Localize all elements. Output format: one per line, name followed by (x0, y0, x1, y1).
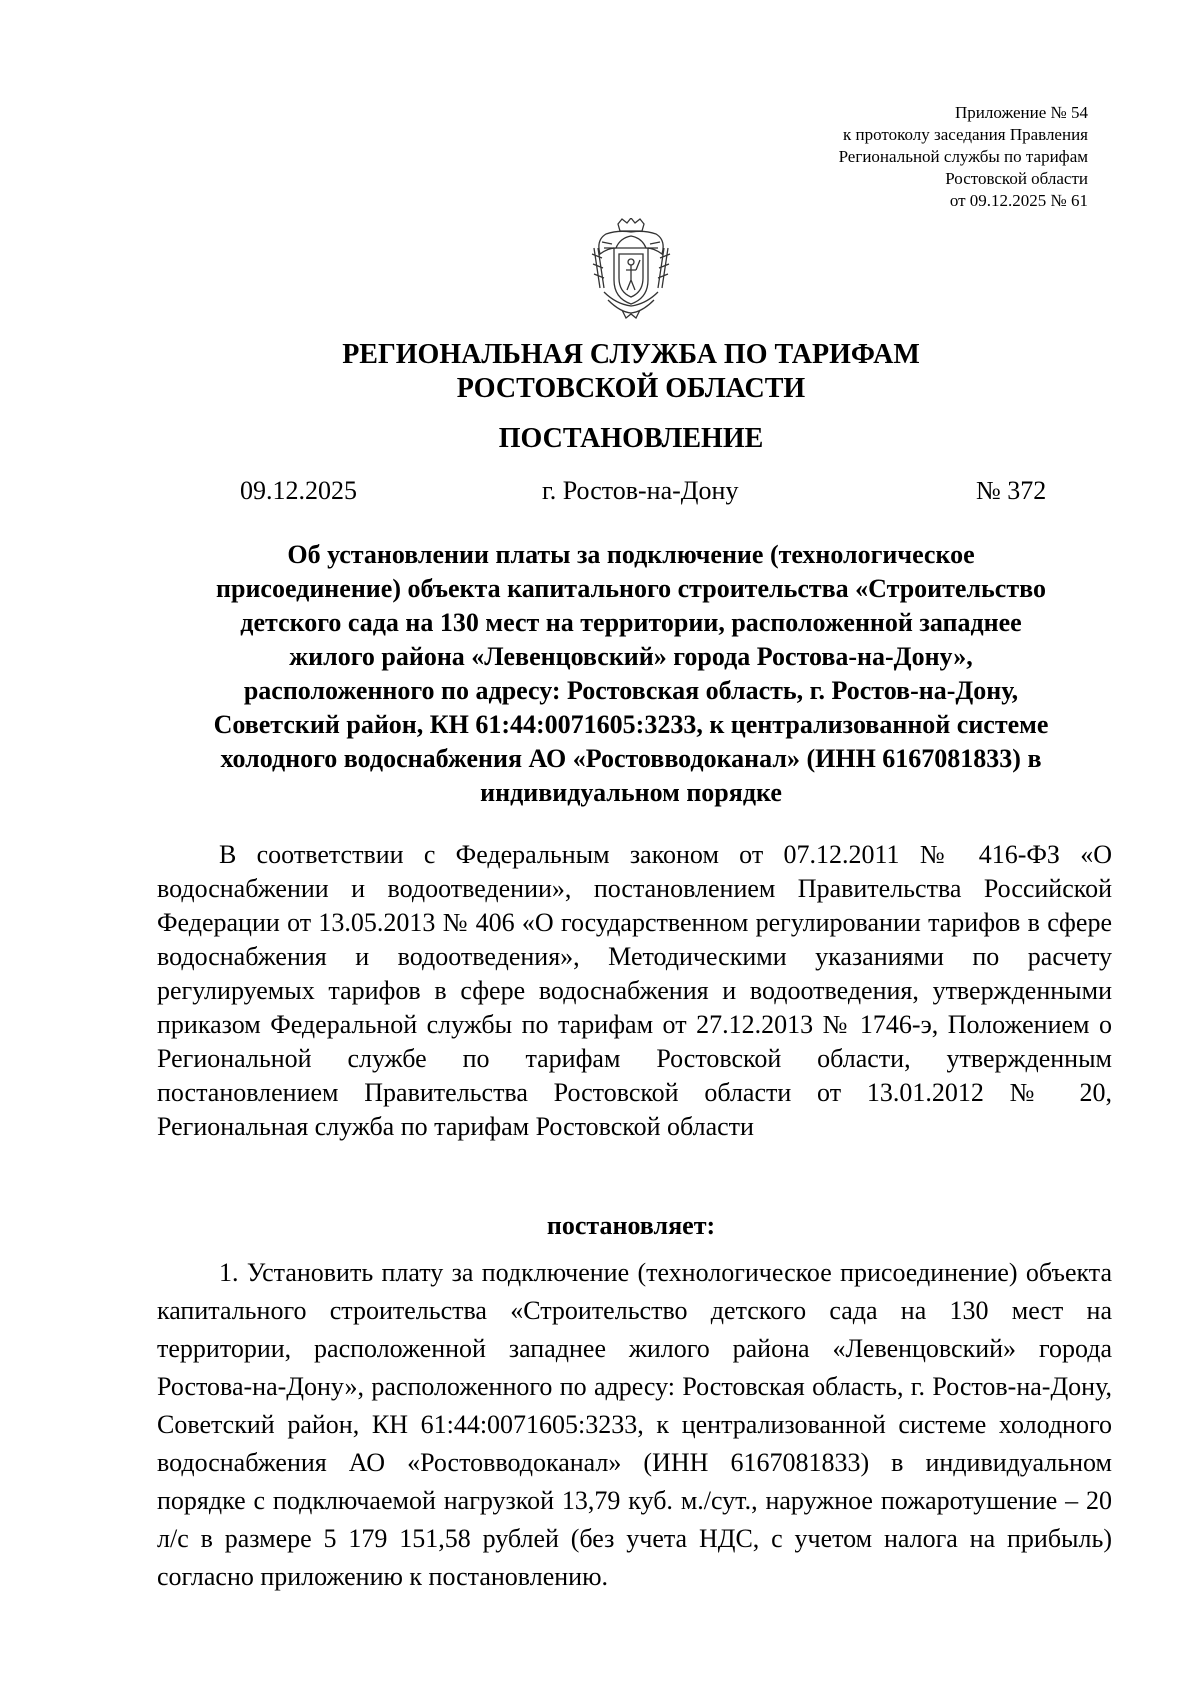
document-number: № 372 (976, 476, 1047, 505)
decision-item-1: 1. Установить плату за подключение (технологическое присоединение) объекта капитального строительства «Строительство детского сада на 130 мест на территории, расположенной западнее жилого района «Левенцовский» города Ростова-на-Дону», расположенного по адресу: Ростовская область, г. Ростов-на-Дону, Советский район, КН 61:44:0071605:3233, к централизованной системе холодного водоснабжения АО «Ростовводоканал» (ИНН 6167081833) в индивидуальном порядке с подключаемой нагрузкой 13,79 куб. м./сут., наружное пожаротушение – 20 л/с в размере 5 179 151,58 рублей (без учета НДС, с учетом налога на прибыль) согласно приложению к постановлению. (157, 1258, 1112, 1591)
attachment-line: к протоколу заседания Правления (843, 125, 1088, 144)
attachment-line: Приложение № 54 (955, 103, 1088, 122)
subject-line: присоединение) объекта капитального строительства «Строительство (216, 574, 1046, 603)
preamble-paragraph: В соответствии с Федеральным законом от 07.12.2011 № 416-ФЗ «О водоснабжении и водоотведении», постановлением Правительства Российской Федерации от 13.05.2013 № 406 «О государственном регулировании тарифов в сфере водоснабжения и водоотведения», Методическими указаниями по расчету регулируемых тарифов в сфере водоснабжения и водоотведения, утвержденными приказом Федеральной службы по тарифам от 27.12.2013 № 1746-э, Положением о Региональной службе по тарифам Ростовской области, утвержденным постановлением Правительства Ростовской области от 13.01.2012 № 20, Региональная служба по тарифам Ростовской области (157, 840, 1112, 1141)
subject-line: Советский район, КН 61:44:0071605:3233, к централизованной системе (213, 710, 1049, 739)
attachment-note (839, 102, 1088, 212)
subject-line: жилого района «Левенцовский» города Ростова-на-Дону», (289, 642, 973, 671)
org-line: РОСТОВСКОЙ ОБЛАСТИ (456, 373, 806, 404)
subject-line: индивидуальном порядке (480, 778, 782, 807)
document-type: ПОСТАНОВЛЕНИЕ (498, 423, 764, 454)
resolves-heading: постановляет: (546, 1211, 716, 1240)
org-line: РЕГИОНАЛЬНАЯ СЛУЖБА ПО ТАРИФАМ (342, 339, 920, 370)
document-city: г. Ростов-на-Дону (542, 476, 739, 505)
organization-title (0, 338, 1200, 406)
document-subject (150, 538, 1112, 810)
subject-line: расположенного по адресу: Ростовская область, г. Ростов-на-Дону, (243, 676, 1019, 705)
subject-line: Об установлении платы за подключение (технологическое (287, 540, 975, 569)
coat-of-arms-icon (586, 218, 676, 320)
attachment-line: от 09.12.2025 № 61 (949, 191, 1088, 210)
document-date: 09.12.2025 (240, 476, 357, 505)
subject-line: детского сада на 130 мест на территории, расположенной западнее (240, 608, 1022, 637)
subject-line: холодного водоснабжения АО «Ростовводоканал» (ИНН 6167081833) в (220, 744, 1042, 773)
attachment-line: Ростовской области (945, 169, 1088, 188)
attachment-line: Региональной службы по тарифам (838, 147, 1088, 166)
